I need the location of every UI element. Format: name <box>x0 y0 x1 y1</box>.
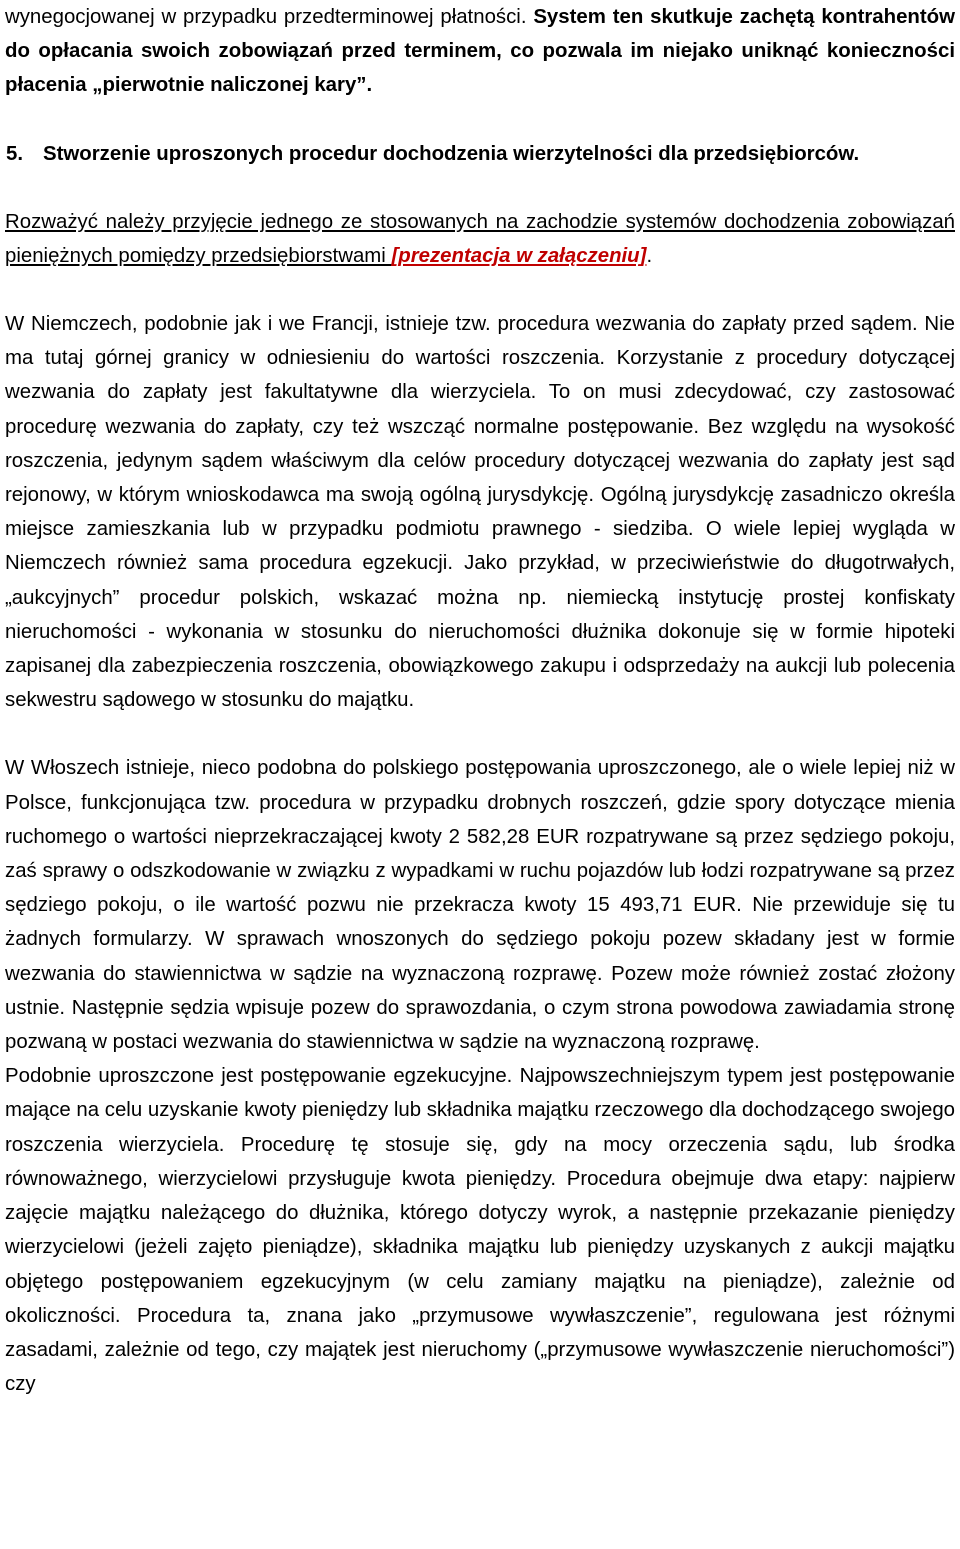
intro-normal-text: wynegocjowanej w przypadku przedterminowej płatności. <box>5 6 534 28</box>
section-number: 5. <box>6 142 24 165</box>
paragraph-enforcement: Podobnie uproszczone jest postępowanie egzekucyjne. Najpowszechniejszym typem jest postępowanie mające na celu uzyskanie kwoty pieniędzy lub składnika majątku rzeczowego dla dochodzącego swojego roszczenia wierzyciela. Procedurę tę stosuje się, gdy na mocy orzeczenia sądu, lub środka równoważnego, wierzycielowi przysługuje kwota pieniędzy. Procedura obejmuje dwa etapy: najpierw zajęcie majątku należącego do dłużnika, którego dotyczy wyrok, a następnie przekazanie pieniędzy wierzycielowi (jeżeli zajęto pieniądze), składnika majątku lub pieniędzy uzyskanych z aukcji majątku objętego postępowaniem egzekucyjnym (w celu zamiany majątku na pieniądze), zależnie od okoliczności. Procedura ta, znana jako „przymusowe wywłaszczenie”, regulowana jest różnymi zasadami, zależnie od tego, czy majątek jest nieruchomy („przymusowe wywłaszczenie nieruchomości”) czy <box>5 1065 955 1396</box>
spacer <box>5 273 955 307</box>
paragraph-italy: W Włoszech istnieje, nieco podobna do polskiego postępowania uproszczonego, ale o wiele lepiej niż w Polsce, funkcjonująca tzw. procedura w przypadku drobnych roszczeń, gdzie spory dotyczące mienia ruchomego o wartości nieprzekraczającej kwoty 2 582,28 EUR rozpatrywane są przez sędziego pokoju, zaś sprawy o odszkodowanie w związku z wypadkami w ruchu pojazdów lub łodzi rozpatrywane są przez sędziego pokoju, o ile wartość pozwu nie przekracza kwoty 15 493,71 EUR. Nie przewiduje się tu żadnych formularzy. W sprawach wnoszonych do sędziego pokoju pozew składany jest w formie wezwania do stawiennictwa w sądzie na wyznaczoną rozprawę. Pozew może również zostać złożony ustnie. Następnie sędzia wpisuje pozew do sprawozdania, o czym strona powodowa zawiadamia stronę pozwaną w postaci wezwania do stawiennictwa w sądzie na wyznaczoną rozprawę. <box>5 757 955 1054</box>
spacer <box>5 171 955 205</box>
section-heading <box>5 137 955 171</box>
paragraph-germany: W Niemczech, podobnie jak i we Francji, istnieje tzw. procedura wezwania do zapłaty przed sądem. Nie ma tutaj górnej granicy w odniesieniu do wartości roszczenia. Korzystanie z procedury dotyczącej wezwania do zapłaty jest fakultatywne dla wierzyciela. To on musi zdecydować, czy zastosować procedurę wezwania do zapłaty, czy też wszcząć normalne postępowanie. Bez względu na wysokość roszczenia, jedynym sądem właściwym dla celów procedury dotyczącej wezwania do zapłaty jest sąd rejonowy, w którym wnioskodawca ma swoją ogólną jurysdykcję. Ogólną jurysdykcję zasadniczo określa miejsce zamieszkania lub w przypadku podmiotu prawnego - siedziba. O wiele lepiej wygląda w Niemczech również sama procedura egzekucji. Jako przykład, w przeciwieństwie do długotrwałych, „aukcyjnych” procedur polskich, wskazać można np. niemiecką instytucję prostej konfiskaty nieruchomości - wykonania w stosunku do nieruchomości dłużnika dokonuje się w formie hipoteki zapisanej dla zabezpieczenia roszczenia, obowiązkowego zakupu i odsprzedaży na aukcji lub polecenia sekwestru sądowego w stosunku do majątku. <box>5 313 955 712</box>
intro-bold-text: System ten skutkuje zachętą kontrahentów do opłacania swoich zobowiązań przed terminem, co pozwala im niejako uniknąć konieczności płacenia „pierwotnie naliczonej kary”. <box>5 6 955 97</box>
attachment-link[interactable]: [prezentacja w załączeniu] <box>391 244 647 267</box>
section-title: Stworzenie uproszonych procedur dochodzenia wierzytelności dla przedsiębiorców. <box>43 142 860 165</box>
spacer <box>5 717 955 751</box>
proposal-text: Rozważyć należy przyjęcie jednego ze stosowanych na zachodzie systemów dochodzenia zobowiązań pieniężnych pomiędzy przedsiębiorstwami <box>5 210 955 267</box>
document-page <box>5 0 955 1401</box>
paragraph-proposal <box>5 205 955 273</box>
proposal-tail: . <box>646 244 653 267</box>
spacer <box>5 103 955 137</box>
intro-paragraph <box>5 0 955 103</box>
